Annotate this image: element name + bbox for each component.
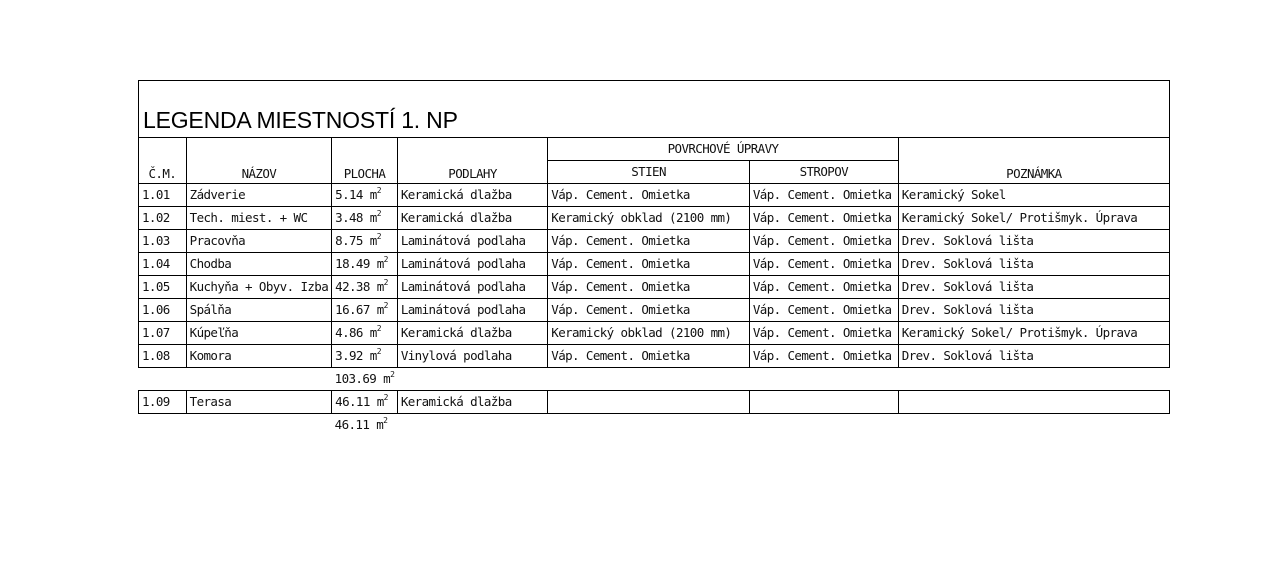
cell-plocha bbox=[332, 184, 398, 207]
table-row bbox=[139, 207, 1170, 230]
table-row bbox=[139, 322, 1170, 345]
empty-cell bbox=[186, 414, 332, 437]
cell-poznamka: Keramický Sokel/ Protišmyk. Úprava bbox=[898, 207, 1169, 230]
cell-poznamka: Drev. Soklová lišta bbox=[898, 276, 1169, 299]
header-podlahy: PODLAHY bbox=[397, 138, 547, 184]
header-plocha: PLOCHA bbox=[332, 138, 398, 184]
table-row bbox=[139, 253, 1170, 276]
cell-cislo: 1.05 bbox=[139, 276, 187, 299]
cell-plocha bbox=[332, 230, 398, 253]
cell-poznamka: Drev. Soklová lišta bbox=[898, 299, 1169, 322]
exterior-total-value bbox=[332, 414, 398, 437]
cell-plocha bbox=[332, 276, 398, 299]
cell-cislo: 1.08 bbox=[139, 345, 187, 368]
cell-stien: Váp. Cement. Omietka bbox=[548, 230, 750, 253]
area-unit-exponent: 2 bbox=[376, 231, 381, 241]
cell-stropov: Váp. Cement. Omietka bbox=[749, 322, 898, 345]
room-legend-table bbox=[138, 137, 1170, 436]
area-value: 3.48 bbox=[335, 210, 363, 225]
cell-plocha bbox=[332, 345, 398, 368]
cell-nazov: Tech. miest. + WC bbox=[186, 207, 332, 230]
area-unit: m bbox=[369, 187, 377, 202]
cell-podlahy: Vinylová podlaha bbox=[397, 345, 547, 368]
cell-nazov: Zádverie bbox=[186, 184, 332, 207]
empty-cell bbox=[397, 368, 547, 391]
cell-cislo: 1.01 bbox=[139, 184, 187, 207]
cell-stropov: Váp. Cement. Omietka bbox=[749, 253, 898, 276]
cell-stien: Váp. Cement. Omietka bbox=[548, 276, 750, 299]
cell-nazov: Kúpeľňa bbox=[186, 322, 332, 345]
exterior-total bbox=[139, 414, 1170, 437]
area-value: 18.49 bbox=[335, 256, 370, 271]
area-unit-exponent: 2 bbox=[376, 208, 381, 218]
cell-cislo: 1.02 bbox=[139, 207, 187, 230]
title-box bbox=[138, 80, 1170, 137]
area-unit-exponent: 2 bbox=[383, 300, 388, 310]
interior-total-unit: m bbox=[383, 371, 391, 386]
cell-nazov: Komora bbox=[186, 345, 332, 368]
area-unit-exponent: 2 bbox=[376, 323, 381, 333]
area-unit-exponent: 2 bbox=[383, 277, 388, 287]
area-unit: m bbox=[369, 210, 377, 225]
cell-cislo: 1.03 bbox=[139, 230, 187, 253]
cell-podlahy: Keramická dlažba bbox=[397, 322, 547, 345]
interior-total-value bbox=[332, 368, 398, 391]
area-unit: m bbox=[369, 325, 377, 340]
header-stien: STIEN bbox=[548, 161, 750, 184]
cell-stien: Váp. Cement. Omietka bbox=[548, 345, 750, 368]
cell-plocha bbox=[332, 253, 398, 276]
cell-poznamka: Drev. Soklová lišta bbox=[898, 345, 1169, 368]
table-row bbox=[139, 230, 1170, 253]
area-value: 5.14 bbox=[335, 187, 363, 202]
interior-total bbox=[139, 368, 1170, 391]
cell-cislo: 1.09 bbox=[139, 391, 187, 414]
cell-plocha bbox=[332, 391, 398, 414]
area-value: 8.75 bbox=[335, 233, 363, 248]
cell-plocha bbox=[332, 207, 398, 230]
cell-stropov: Váp. Cement. Omietka bbox=[749, 184, 898, 207]
header-stropov: STROPOV bbox=[749, 161, 898, 184]
cell-stropov: Váp. Cement. Omietka bbox=[749, 276, 898, 299]
area-unit: m bbox=[376, 256, 384, 271]
header-cislo: Č.M. bbox=[139, 138, 187, 184]
cell-plocha bbox=[332, 322, 398, 345]
area-value: 42.38 bbox=[335, 279, 370, 294]
area-unit: m bbox=[376, 394, 384, 409]
header-nazov: NÁZOV bbox=[186, 138, 332, 184]
area-unit-exponent: 2 bbox=[376, 185, 381, 195]
cell-stien: Váp. Cement. Omietka bbox=[548, 184, 750, 207]
cell-nazov: Spálňa bbox=[186, 299, 332, 322]
empty-cell bbox=[139, 368, 187, 391]
table-row bbox=[139, 391, 1170, 414]
cell-stien bbox=[548, 391, 750, 414]
cell-stien: Váp. Cement. Omietka bbox=[548, 299, 750, 322]
empty-cell bbox=[548, 414, 750, 437]
table-row bbox=[139, 345, 1170, 368]
area-unit: m bbox=[376, 302, 384, 317]
area-value: 16.67 bbox=[335, 302, 370, 317]
cell-podlahy: Laminátová podlaha bbox=[397, 230, 547, 253]
cell-stien: Keramický obklad (2100 mm) bbox=[548, 207, 750, 230]
table-row bbox=[139, 299, 1170, 322]
cell-cislo: 1.07 bbox=[139, 322, 187, 345]
cell-nazov: Kuchyňa + Obyv. Izba bbox=[186, 276, 332, 299]
exterior-total-value: 46.11 bbox=[334, 417, 370, 432]
empty-cell bbox=[749, 368, 898, 391]
header-povrchove-upravy: POVRCHOVÉ ÚPRAVY bbox=[548, 138, 898, 161]
interior-total-value: 103.69 bbox=[334, 371, 377, 386]
cell-podlahy: Laminátová podlaha bbox=[397, 299, 547, 322]
cell-podlahy: Laminátová podlaha bbox=[397, 253, 547, 276]
empty-cell bbox=[749, 414, 898, 437]
interior-total-unit-exponent: 2 bbox=[390, 369, 395, 379]
exterior-total-unit: m bbox=[376, 417, 384, 432]
empty-cell bbox=[139, 414, 187, 437]
area-value: 3.92 bbox=[335, 348, 363, 363]
cell-stien: Keramický obklad (2100 mm) bbox=[548, 322, 750, 345]
area-unit-exponent: 2 bbox=[376, 346, 381, 356]
cell-nazov: Pracovňa bbox=[186, 230, 332, 253]
cell-stropov: Váp. Cement. Omietka bbox=[749, 299, 898, 322]
cell-podlahy: Keramická dlažba bbox=[397, 391, 547, 414]
empty-cell bbox=[397, 414, 547, 437]
area-unit: m bbox=[376, 279, 384, 294]
exterior-total-unit-exponent: 2 bbox=[383, 415, 388, 425]
empty-cell bbox=[548, 368, 750, 391]
cell-podlahy: Laminátová podlaha bbox=[397, 276, 547, 299]
empty-cell bbox=[898, 414, 1169, 437]
cell-poznamka: Drev. Soklová lišta bbox=[898, 253, 1169, 276]
area-unit-exponent: 2 bbox=[383, 254, 388, 264]
area-unit-exponent: 2 bbox=[383, 392, 388, 402]
room-legend-sheet bbox=[138, 80, 1170, 450]
cell-podlahy: Keramická dlažba bbox=[397, 184, 547, 207]
table-row bbox=[139, 276, 1170, 299]
cell-cislo: 1.04 bbox=[139, 253, 187, 276]
table-row bbox=[139, 184, 1170, 207]
cell-cislo: 1.06 bbox=[139, 299, 187, 322]
cell-poznamka: Drev. Soklová lišta bbox=[898, 230, 1169, 253]
area-unit: m bbox=[369, 348, 377, 363]
cell-stien: Váp. Cement. Omietka bbox=[548, 253, 750, 276]
cell-stropov bbox=[749, 391, 898, 414]
header-poznamka: POZNÁMKA bbox=[898, 138, 1169, 184]
cell-stropov: Váp. Cement. Omietka bbox=[749, 230, 898, 253]
area-value: 46.11 bbox=[335, 394, 370, 409]
room-rows bbox=[139, 184, 1170, 437]
legend-title: LEGENDA MIESTNOSTÍ 1. NP bbox=[143, 107, 458, 133]
cell-poznamka: Keramický Sokel/ Protišmyk. Úprava bbox=[898, 322, 1169, 345]
cell-nazov: Terasa bbox=[186, 391, 332, 414]
area-value: 4.86 bbox=[335, 325, 363, 340]
cell-podlahy: Keramická dlažba bbox=[397, 207, 547, 230]
cell-poznamka bbox=[898, 391, 1169, 414]
empty-cell bbox=[186, 368, 332, 391]
cell-plocha bbox=[332, 299, 398, 322]
cell-poznamka: Keramický Sokel bbox=[898, 184, 1169, 207]
empty-cell bbox=[898, 368, 1169, 391]
cell-stropov: Váp. Cement. Omietka bbox=[749, 207, 898, 230]
cell-stropov: Váp. Cement. Omietka bbox=[749, 345, 898, 368]
area-unit: m bbox=[369, 233, 377, 248]
cell-nazov: Chodba bbox=[186, 253, 332, 276]
